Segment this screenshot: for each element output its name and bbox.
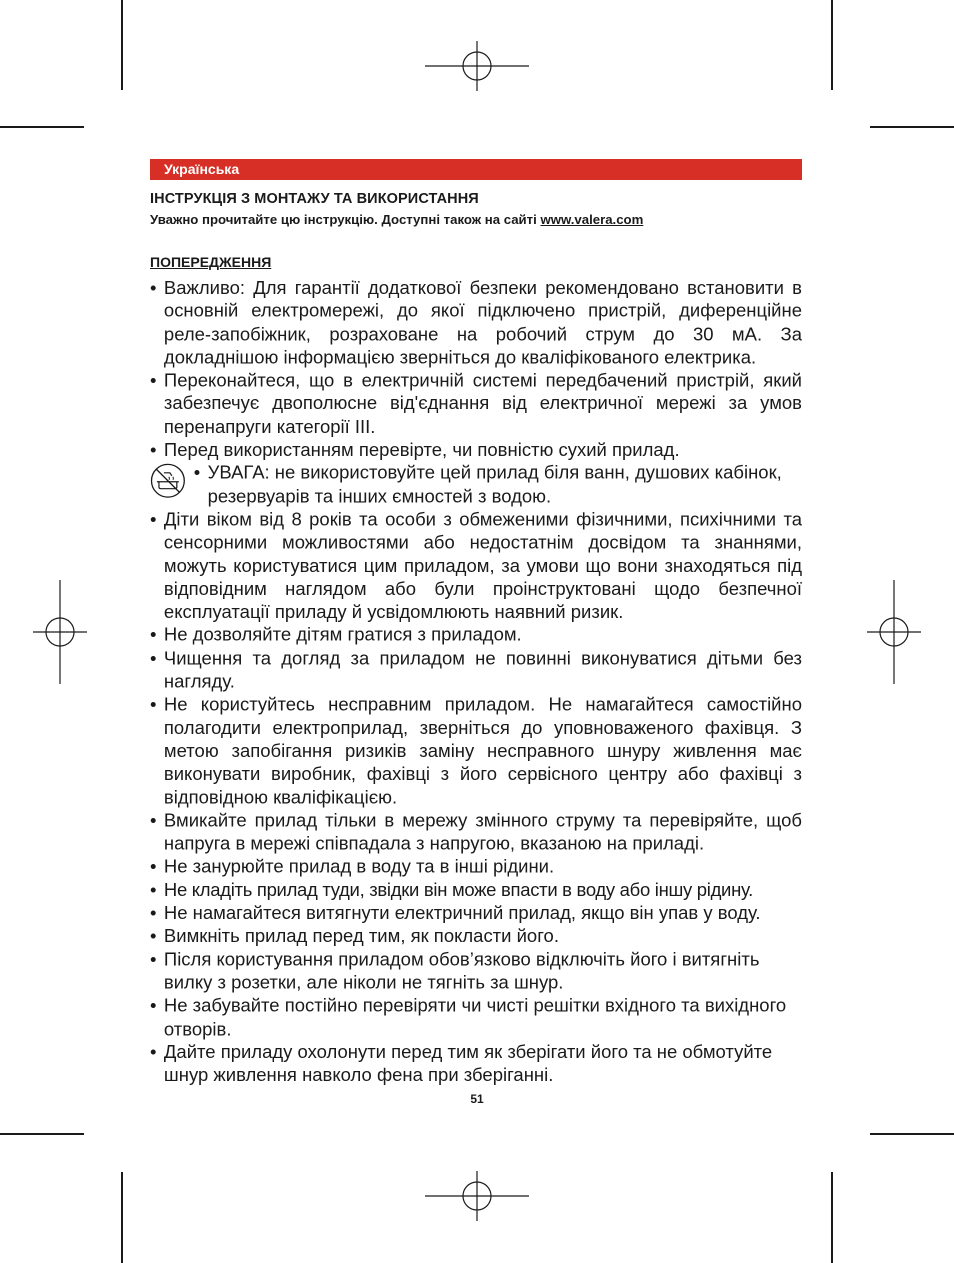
- crop-mark-tl-h: [0, 126, 84, 128]
- registration-mark-top: [425, 14, 529, 118]
- warning-item: • Вмикайте прилад тільки в мережу змінного струму та перевіряйте, щоб напруга в мережі співпадала з напругою, вказаною на приладі.: [150, 809, 802, 855]
- warning-item: • Після користування приладом обов’язково відключіть його і витягніть вилку з розетки, але ніколи не тягніть за шнур.: [150, 947, 802, 993]
- crop-mark-bl-v: [121, 1172, 123, 1263]
- document-subtitle: [150, 212, 643, 227]
- no-bath-water-icon: [150, 463, 186, 499]
- warnings-heading: ПОПЕРЕДЖЕННЯ: [150, 254, 272, 270]
- page-number: 51: [470, 1092, 484, 1106]
- crop-mark-br-v: [831, 1172, 833, 1263]
- warnings-list: [150, 276, 802, 1086]
- warning-item: • Не занурюйте прилад в воду та в інші рідини.: [150, 855, 802, 878]
- warning-item: • Перед використанням перевірте, чи повністю сухий прилад.: [150, 438, 802, 461]
- warning-item: • Не кладіть прилад туди, звідки він може впасти в воду або іншу рідину.: [150, 878, 802, 901]
- crop-mark-bl-h: [0, 1133, 84, 1135]
- crop-mark-tr-v: [831, 0, 833, 90]
- warning-item: • Не намагайтеся витягнути електричний прилад, якщо він упав у воду.: [150, 901, 802, 924]
- warning-item: • Не дозволяйте дітям гратися з приладом.: [150, 623, 802, 646]
- crop-mark-br-h: [870, 1133, 954, 1135]
- warning-item: • Діти віком від 8 років та особи з обмеженими фізичними, психічними та сенсорними можливостями або недостатнім досвідом та знаннями, можуть користуватися цим приладом, за умови що вони знаходяться під відповідним наглядом або були проінструктовані щодо безпечної експлуатації приладу й усвідомлюють наявний ризик.: [150, 508, 802, 624]
- subtitle-text: Уважно прочитайте цю інструкцію. Доступні також на сайті: [150, 212, 541, 227]
- warning-item: • Не забувайте постійно перевіряти чи чисті решітки вхідного та вихідного отворів.: [150, 994, 802, 1040]
- warning-item: • Переконайтеся, що в електричній системі передбачений пристрій, який забезпечує двополюсне від'єднання від електричної мережі за умов перенапруги категорії III.: [150, 369, 802, 438]
- document-title: ІНСТРУКЦІЯ З МОНТАЖУ ТА ВИКОРИСТАННЯ: [150, 191, 479, 207]
- warning-item: • Не користуйтесь несправним приладом. Не намагайтеся самостійно полагодити електроприлад, зверніться до уповноваженого фахівця. З метою запобігання ризиків заміну несправного шнуру живлення має виконувати виробник, фахівці з його сервісного центру або фахівці з відповідною кваліфікацією.: [150, 693, 802, 809]
- warning-item-water: [194, 461, 802, 507]
- crop-mark-tr-h: [870, 126, 954, 128]
- warning-item: • Вимкніть прилад перед тим, як покласти його.: [150, 924, 802, 947]
- warning-item: • Важливо: Для гарантії додаткової безпеки рекомендовано встановити в основній електромережі, до якої підключено пристрій, диференційне реле-запобіжник, розраховане на робочий струм до 30 мА. За докладнішою інформацією зверніться до кваліфікованого електрика.: [150, 276, 802, 369]
- warning-item-text: УВАГА: не використовуйте цей прилад біля ванн, душових кабінок, резервуарів та інших ємностей з водою.: [207, 462, 782, 507]
- registration-mark-left: [8, 580, 112, 684]
- registration-mark-right: [842, 580, 946, 684]
- language-bar: Українська: [150, 159, 802, 180]
- registration-mark-bottom: [425, 1144, 529, 1248]
- warning-item: • Чищення та догляд за приладом не повинні виконуватися дітьми без нагляду.: [150, 646, 802, 692]
- website-link[interactable]: www.valera.com: [540, 212, 644, 227]
- crop-mark-tl-v: [121, 0, 123, 90]
- warning-item: • Дайте приладу охолонути перед тим як зберігати його та не обмотуйте шнур живлення навколо фена при зберіганні.: [150, 1040, 802, 1086]
